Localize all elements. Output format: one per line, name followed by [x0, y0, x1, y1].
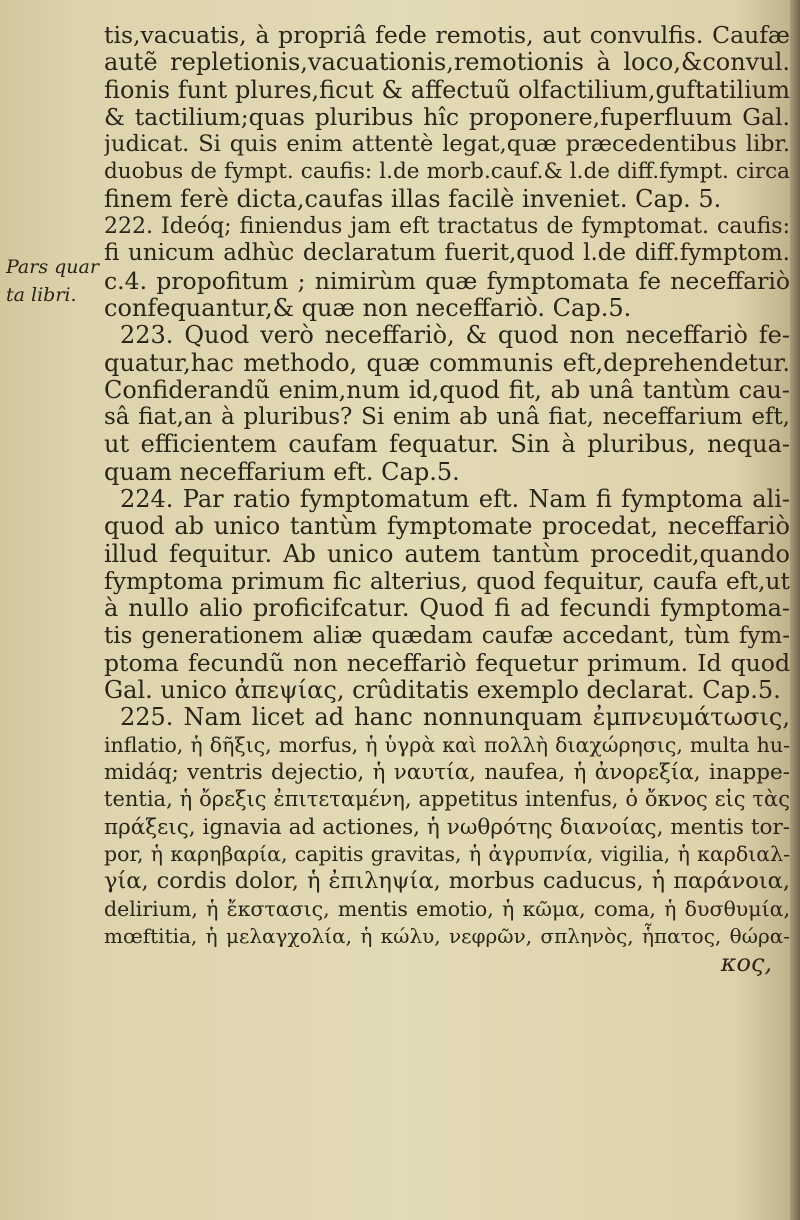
text-line: tis generationem aliæ quædam caufæ accedant, tùm fym-: [104, 622, 790, 649]
text-line: delirium, ἡ ἔκστασις, mentis emotio, ἡ κῶμα, coma, ἡ δυσθυμία,: [104, 896, 790, 921]
main-text: [104, 22, 790, 977]
text-line: πράξεις, ignavia ad actiones, ἡ νωθρότης διανοίας, mentis tor-: [104, 814, 790, 840]
text-line: finem ferè dicta,caufas illas facilè inveniet. Cap. 5.: [104, 185, 722, 213]
text-line: midáq; ventris dejectio, ἡ ναυτία, naufea, ἡ ἀνορεξία, inappe-: [104, 760, 790, 786]
text-line: 224. Par ratio fymptomatum eft. Nam fi fymptoma ali-: [120, 486, 790, 514]
text-line: 223. Quod verò neceffariò, & quod non neceffariò fe-: [120, 322, 790, 350]
text-line: Confiderandũ enim,num id,quod fit, ab unâ tantùm cau-: [104, 376, 790, 404]
margin-note-2: ta libri.: [6, 284, 77, 306]
text-line: judicat. Si quis enim attentè legat,quæ præcedentibus libr.: [104, 131, 790, 158]
text-line: ut efficientem caufam fequatur. Sin à pluribus, nequa-: [104, 431, 790, 459]
text-line: autẽ repletionis,vacuationis,remotionis à loco,&convul.: [104, 49, 790, 77]
text-line: mœftitia, ἡ μελαγχολία, ἡ κώλυ, νεφρῶν, σπληνὸς, ἧπατος, θώρα-: [104, 923, 790, 948]
page-gutter: [790, 0, 800, 1220]
text-line: fionis funt plures,ficut & affectuũ olfactilium,guftatilium: [104, 76, 790, 104]
text-line: 222. Ideóq; finiendus jam eft tractatus de fymptomat. caufis:: [104, 214, 790, 240]
text-line: fymptoma primum fic alterius, quod fequitur, caufa eft,ut: [104, 567, 790, 595]
text-line: inflatio, ἡ δῆξις, morfus, ἡ ὑγρὰ καὶ πολλὴ διαχώρησις, multa hu-: [104, 732, 790, 757]
text-line: sâ fiat,an à pluribus? Si enim ab unâ fiat, neceffarium eft,: [104, 404, 790, 431]
text-line: 225. Nam licet ad hanc nonnunquam ἐμπνευμάτωσις,: [120, 704, 790, 732]
margin-note-1: Pars quar: [6, 256, 99, 278]
text-line: tentia, ἡ ὄρεξις ἐπιτεταμένη, appetitus intenfus, ὁ ὄκνος εἰς τὰς: [104, 787, 790, 812]
text-line: γία, cordis dolor, ἡ ἐπιληψία, morbus caducus, ἡ παράνοια,: [104, 868, 790, 895]
text-line: quod ab unico tantùm fymptomate procedat, neceffariò: [104, 513, 790, 541]
catchword: κος,: [720, 950, 772, 978]
text-line: illud fequitur. Ab unico autem tantùm procedit,quando: [104, 540, 790, 568]
text-line: & tactilium;quas pluribus hîc proponere,fuperfluum Gal.: [104, 103, 790, 131]
text-line: à nullo alio proficifcatur. Quod fi ad fecundi fymptoma-: [104, 595, 790, 623]
text-line: por, ἡ καρηβαρία, capitis gravitas, ἡ ἀγρυπνία, vigilia, ἡ καρδιαλ-: [104, 841, 790, 866]
text-line: ptoma fecundũ non neceffariò fequetur primum. Id quod: [104, 649, 790, 677]
text-line: tis,vacuatis, à propriâ fede remotis, aut convulfis. Caufæ: [104, 22, 790, 49]
text-line: fi unicum adhùc declaratum fuerit,quod l.de diff.fymptom.: [104, 240, 790, 267]
text-line: quam neceffarium eft. Cap.5.: [104, 458, 460, 486]
text-line: confequantur,& quæ non neceffariò. Cap.5.: [104, 294, 632, 322]
text-line: duobus de fympt. caufis: l.de morb.cauf.& l.de diff.fympt. circa: [104, 159, 790, 185]
text-line: c.4. propofitum ; nimirùm quæ fymptomata fe neceffariò: [104, 267, 790, 295]
text-line: quatur,hac methodo, quæ communis eft,deprehendetur.: [104, 349, 790, 377]
text-line: Gal. unico ἀπεψίας, crûditatis exemplo declarat. Cap.5.: [104, 677, 781, 705]
